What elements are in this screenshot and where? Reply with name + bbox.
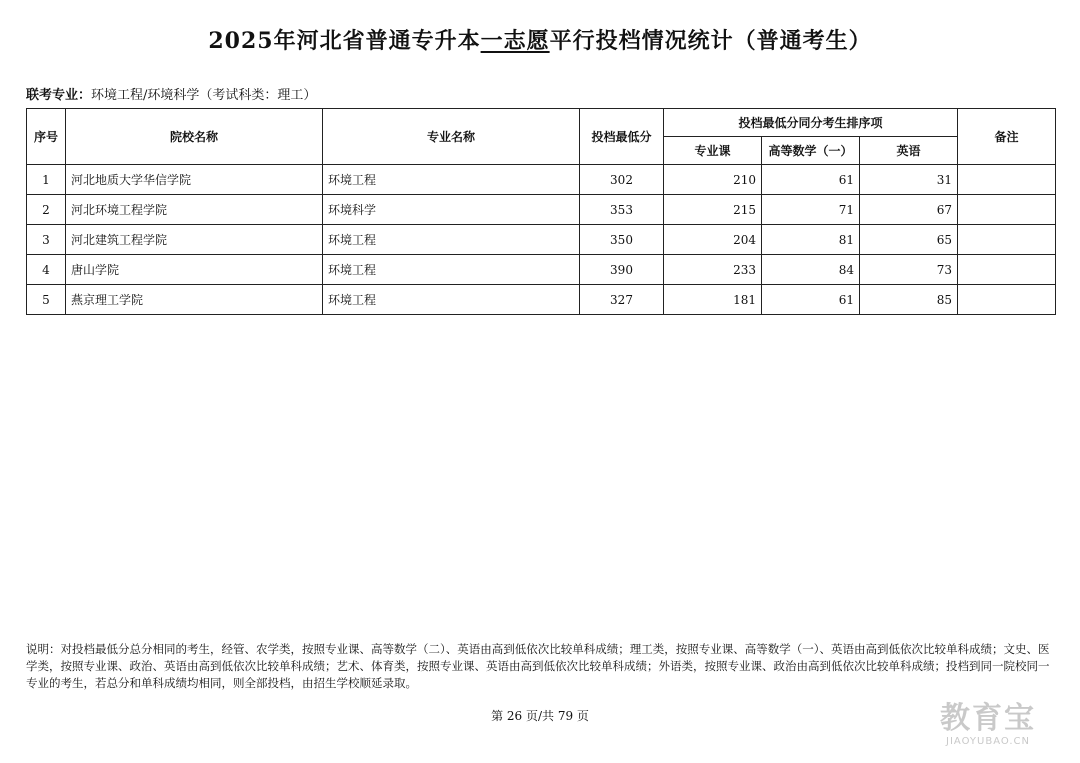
header-sub-major-course: 专业课: [664, 137, 762, 165]
cell-major-course: 215: [664, 195, 762, 225]
cell-major-course: 181: [664, 285, 762, 315]
cell-remark: [958, 225, 1056, 255]
cell-math: 61: [762, 165, 860, 195]
cell-seq: 4: [27, 255, 66, 285]
admission-table: [26, 108, 1056, 315]
cell-major-course: 210: [664, 165, 762, 195]
cell-remark: [958, 165, 1056, 195]
cell-min-score: 390: [580, 255, 664, 285]
subject-line: [26, 84, 316, 103]
header-min-score: 投档最低分: [580, 109, 664, 165]
watermark-logo: [918, 702, 1058, 747]
cell-school: 燕京理工学院: [66, 285, 323, 315]
cell-seq: 5: [27, 285, 66, 315]
header-sub-english: 英语: [860, 137, 958, 165]
title-underlined-part: 一志愿: [480, 28, 550, 54]
cell-school: 河北地质大学华信学院: [66, 165, 323, 195]
cell-english: 65: [860, 225, 958, 255]
cell-min-score: 353: [580, 195, 664, 225]
cell-remark: [958, 255, 1056, 285]
watermark-en: JIAOYUBAO.CN: [946, 736, 1030, 747]
cell-math: 71: [762, 195, 860, 225]
cell-school: 河北建筑工程学院: [66, 225, 323, 255]
cell-math: 61: [762, 285, 860, 315]
cell-major: 环境工程: [323, 255, 580, 285]
cell-math: 81: [762, 225, 860, 255]
page-number: 第 26 页/共 79 页: [491, 709, 589, 723]
table-row: [27, 165, 1056, 195]
cell-major: 环境科学: [323, 195, 580, 225]
cell-seq: 2: [27, 195, 66, 225]
title-part-1: 2025年河北省普通专升本: [208, 28, 481, 54]
cell-english: 73: [860, 255, 958, 285]
cell-seq: 1: [27, 165, 66, 195]
watermark-cn: 教育宝: [940, 701, 1036, 736]
cell-english: 85: [860, 285, 958, 315]
cell-min-score: 302: [580, 165, 664, 195]
subject-label: 联考专业：: [26, 88, 92, 103]
cell-school: 唐山学院: [66, 255, 323, 285]
explanation-note: 说明：对投档最低分总分相同的考生，经管、农学类，按照专业课、高等数学（二）、英语由高到低依次比较单科成绩；理工类，按照专业课、高等数学（一）、英语由高到低依次比较单科成绩；文史、医学类，按照专业课、政治、英语由高到低依次比较单科成绩；艺术、体育类，按照专业课、英语由高到低依次比较单科成绩；外语类，按照专业课、政治由高到低依次比较单科成绩；投档到同一院校同一专业的考生，若总分和单科成绩均相同，则全部投档，由招生学校顺延录取。: [26, 642, 1050, 690]
page-title: [0, 24, 1080, 55]
cell-major-course: 233: [664, 255, 762, 285]
cell-math: 84: [762, 255, 860, 285]
title-part-2: 平行投档情况统计（普通考生）: [549, 28, 872, 54]
header-major: 专业名称: [323, 109, 580, 165]
table-row: [27, 255, 1056, 285]
table-row: [27, 285, 1056, 315]
header-sub-math: 高等数学（一）: [762, 137, 860, 165]
header-remark: 备注: [958, 109, 1056, 165]
subject-value: 环境工程/环境科学（考试科类：理工）: [91, 88, 317, 103]
header-tie-group: 投档最低分同分考生排序项: [664, 109, 958, 137]
cell-english: 67: [860, 195, 958, 225]
header-school: 院校名称: [66, 109, 323, 165]
table-row: [27, 195, 1056, 225]
cell-min-score: 327: [580, 285, 664, 315]
cell-major-course: 204: [664, 225, 762, 255]
cell-major: 环境工程: [323, 225, 580, 255]
table-row: [27, 225, 1056, 255]
cell-school: 河北环境工程学院: [66, 195, 323, 225]
cell-remark: [958, 285, 1056, 315]
cell-major: 环境工程: [323, 165, 580, 195]
cell-major: 环境工程: [323, 285, 580, 315]
cell-min-score: 350: [580, 225, 664, 255]
cell-english: 31: [860, 165, 958, 195]
cell-remark: [958, 195, 1056, 225]
header-seq: 序号: [27, 109, 66, 165]
cell-seq: 3: [27, 225, 66, 255]
